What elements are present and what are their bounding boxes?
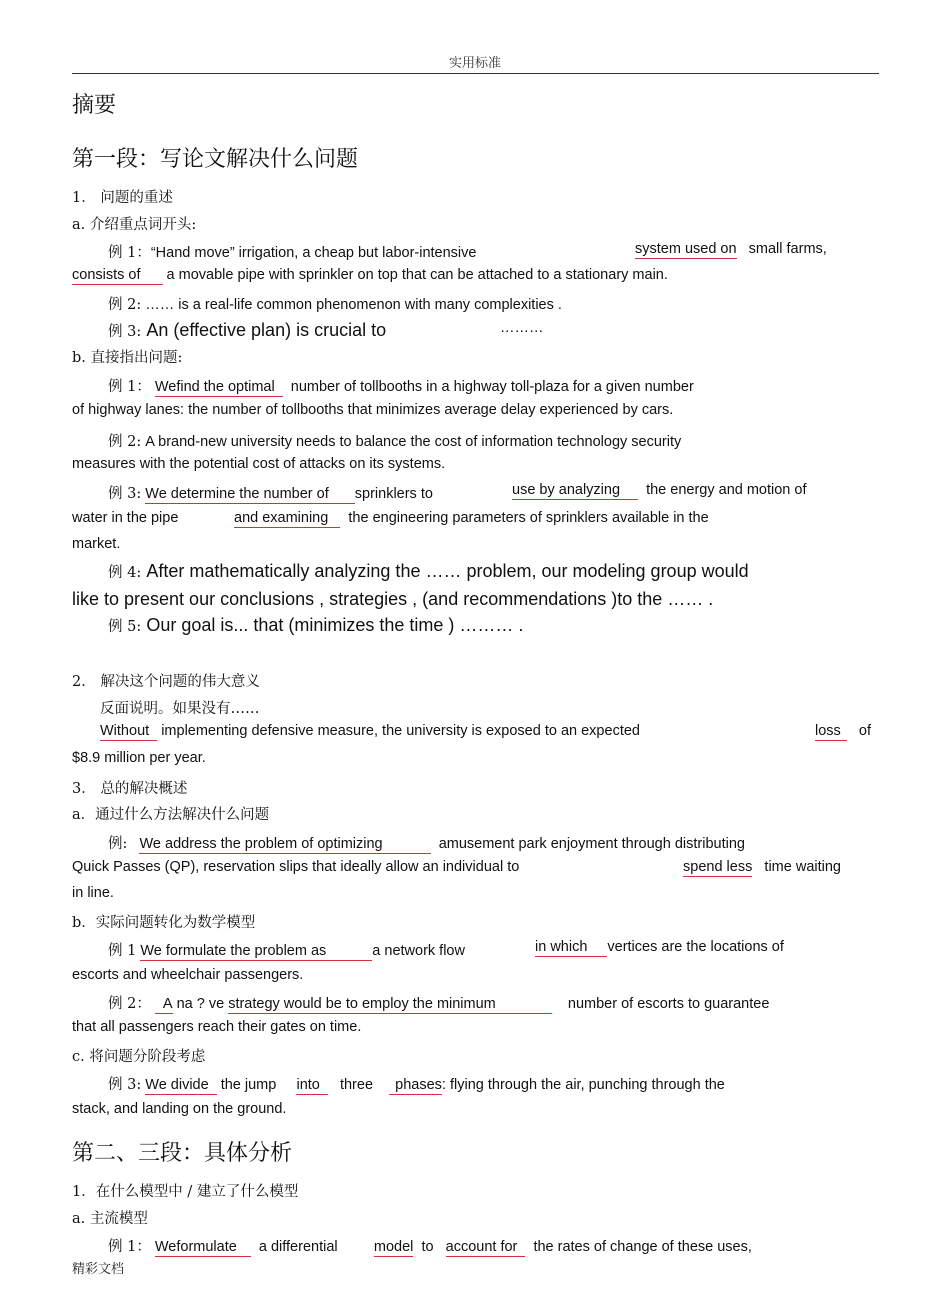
c-example-line3: in line. [72,885,114,901]
example-text: water in the pipe [72,510,179,526]
example-text: of [858,723,871,739]
underlined-phrase: We formulate the problem as [140,943,372,961]
underlined-phrase: spend less [683,859,753,875]
example-label: 例 2: [108,434,142,450]
underlined-phrase: We determine the number of [145,486,355,504]
example-text: the jump [220,1077,277,1093]
item-2-heading: 2． 解决这个问题的伟大意义 [72,674,260,690]
example-text: a movable pipe with sprinkler on top that can be attached to a stationary main. [166,267,668,283]
example-1-line2 [72,267,668,283]
f-example-1-line [108,1235,752,1256]
d-example-1-line2: escorts and wheelchair passengers. [72,967,304,983]
example-text: Quick Passes (QP), reservation slips that ideally allow an individual to [72,859,520,875]
example-label: 例 2： [108,996,151,1012]
example-text: time waiting [764,859,841,875]
example-text: to [421,1239,434,1255]
item-1-heading: 1． 问题的重述 [72,190,173,206]
ellipsis: ……… [500,320,544,336]
example-text: the rates of change of these uses, [533,1239,752,1255]
example-label: 例 1： [108,245,151,261]
example-label: 例 3: [108,324,142,340]
b-example-3-line3: market. [72,536,121,552]
header-rule [72,73,879,74]
example-text: “Hand move” irrigation, a cheap but labor-intensive [150,245,477,261]
d-example-1-line1-right [535,939,784,955]
underlined-phrase: We divide [145,1077,216,1095]
b-example-4-line1 [108,561,749,582]
c-example-line2 [72,859,519,875]
example-text: …… is a real-life common phenomenon with many complexities . [145,297,562,313]
c-example-line1 [108,832,745,853]
underlined-phrase: consists of [72,267,163,285]
page-footer: 精彩文档 [72,1262,125,1277]
b-example-3-line2 [72,510,178,526]
example-label: 例 3: [108,486,142,502]
item-a-heading: a. 介绍重点词开头: [72,217,197,233]
example-text: a network flow [372,943,465,959]
b-example-3-line1 [108,482,433,503]
d-example-1-line1 [108,939,465,960]
item-3b-heading: b．实际问题转化为数学模型 [72,915,256,931]
example-text: Our goal is... that (minimizes the time ) ……… . [146,615,524,635]
underlined-phrase: account for [446,1239,526,1257]
example-text: na ? ve [176,996,225,1012]
section-2-item-1: 1．在什么模型中 / 建立了什么模型 [72,1184,299,1200]
example-text: : flying through the air, punching through the [441,1077,725,1093]
underlined-phrase: and examining [234,510,340,528]
example-text: small farms, [748,241,827,257]
example-text: After mathematically analyzing the …… problem, our modeling group would [146,561,749,581]
b-example-1-line1 [108,375,694,396]
example-text: number of tollbooths in a highway toll-plaza for a given number [290,379,694,395]
underlined-phrase: in which [535,939,607,957]
underlined-phrase: into [296,1077,327,1095]
c-example-line2-right [683,859,841,875]
underlined-phrase: use by analyzing [512,482,638,500]
underlined-phrase: model [373,1239,414,1255]
example-text: three [339,1077,374,1093]
d-example-2-line2: that all passengers reach their gates on time. [72,1019,362,1035]
e-example-3-line2: stack, and landing on the ground. [72,1101,287,1117]
example-text: number of escorts to guarantee [567,996,770,1012]
b-example-2-line2: measures with the potential cost of attacks on its systems. [72,456,446,472]
without-line1-right [815,723,871,739]
b-example-2-line1 [108,430,681,451]
example-text: sprinklers to [354,486,433,502]
example-3-line [108,320,386,341]
example-label: 例 1 [108,943,137,959]
underlined-phrase: A [155,996,173,1014]
example-label: 例: [108,836,128,852]
b-example-1-line2: of highway lanes: the number of tollbooths that minimizes average delay experienced by cars. [72,402,674,418]
underlined-phrase: phases [389,1077,442,1095]
item-3c-heading: c. 将问题分阶段考虑 [72,1049,206,1065]
d-example-2-line1 [108,992,769,1013]
example-text: the energy and motion of [646,482,807,498]
example-label: 例 1： [108,379,151,395]
example-label: 例 3: [108,1077,142,1093]
example-2-line [108,293,562,314]
example-label: 例 5: [108,619,142,635]
example-text: a differential [258,1239,338,1255]
example-1-line1-right [635,241,827,257]
item-3a-heading: a．通过什么方法解决什么问题 [72,807,270,823]
section-2-item-a: a. 主流模型 [72,1211,148,1227]
without-line1 [100,723,640,739]
example-text: implementing defensive measure, the university is exposed to an expected [161,723,640,739]
example-text: An (effective plan) is crucial to [146,320,387,340]
section-2-heading: 第二、三段：具体分析 [72,1141,293,1166]
title-heading: 摘要 [72,93,117,118]
page-header: 实用标准 [448,56,501,71]
underlined-phrase: strategy would be to employ the minimum [228,996,552,1014]
b-example-3-line1-right [512,482,807,498]
example-label: 例 2: [108,297,142,313]
underlined-phrase: Weformulate [155,1239,251,1257]
underlined-phrase: We address the problem of optimizing [139,836,430,854]
item-2-subheading: 反面说明。如果没有…… [100,701,260,717]
underlined-phrase: Wefind the optimal [155,379,283,397]
underlined-phrase: loss [815,723,847,741]
without-line2: $8.9 million per year. [72,750,206,766]
underlined-phrase: system used on [635,241,737,257]
section-1-heading: 第一段：写论文解决什么问题 [72,147,359,172]
example-text: the engineering parameters of sprinklers available in the [348,510,709,526]
example-label: 例 1： [108,1239,151,1255]
e-example-3-line1 [108,1073,725,1094]
example-text: amusement park enjoyment through distributing [438,836,745,852]
example-label: 例 4: [108,565,142,581]
example-1-line1-left [108,241,476,262]
item-b-heading: b. 直接指出问题: [72,350,183,366]
b-example-4-line2: like to present our conclusions , strategies , (and recommendations )to the …… . [72,589,714,609]
b-example-5-line [108,615,523,636]
item-3-heading: 3． 总的解决概述 [72,781,188,797]
b-example-3-line2-right [234,510,709,526]
example-text: A brand-new university needs to balance the cost of information technology security [145,434,682,450]
underlined-phrase: Without [100,723,157,741]
example-text: vertices are the locations of [607,939,784,955]
